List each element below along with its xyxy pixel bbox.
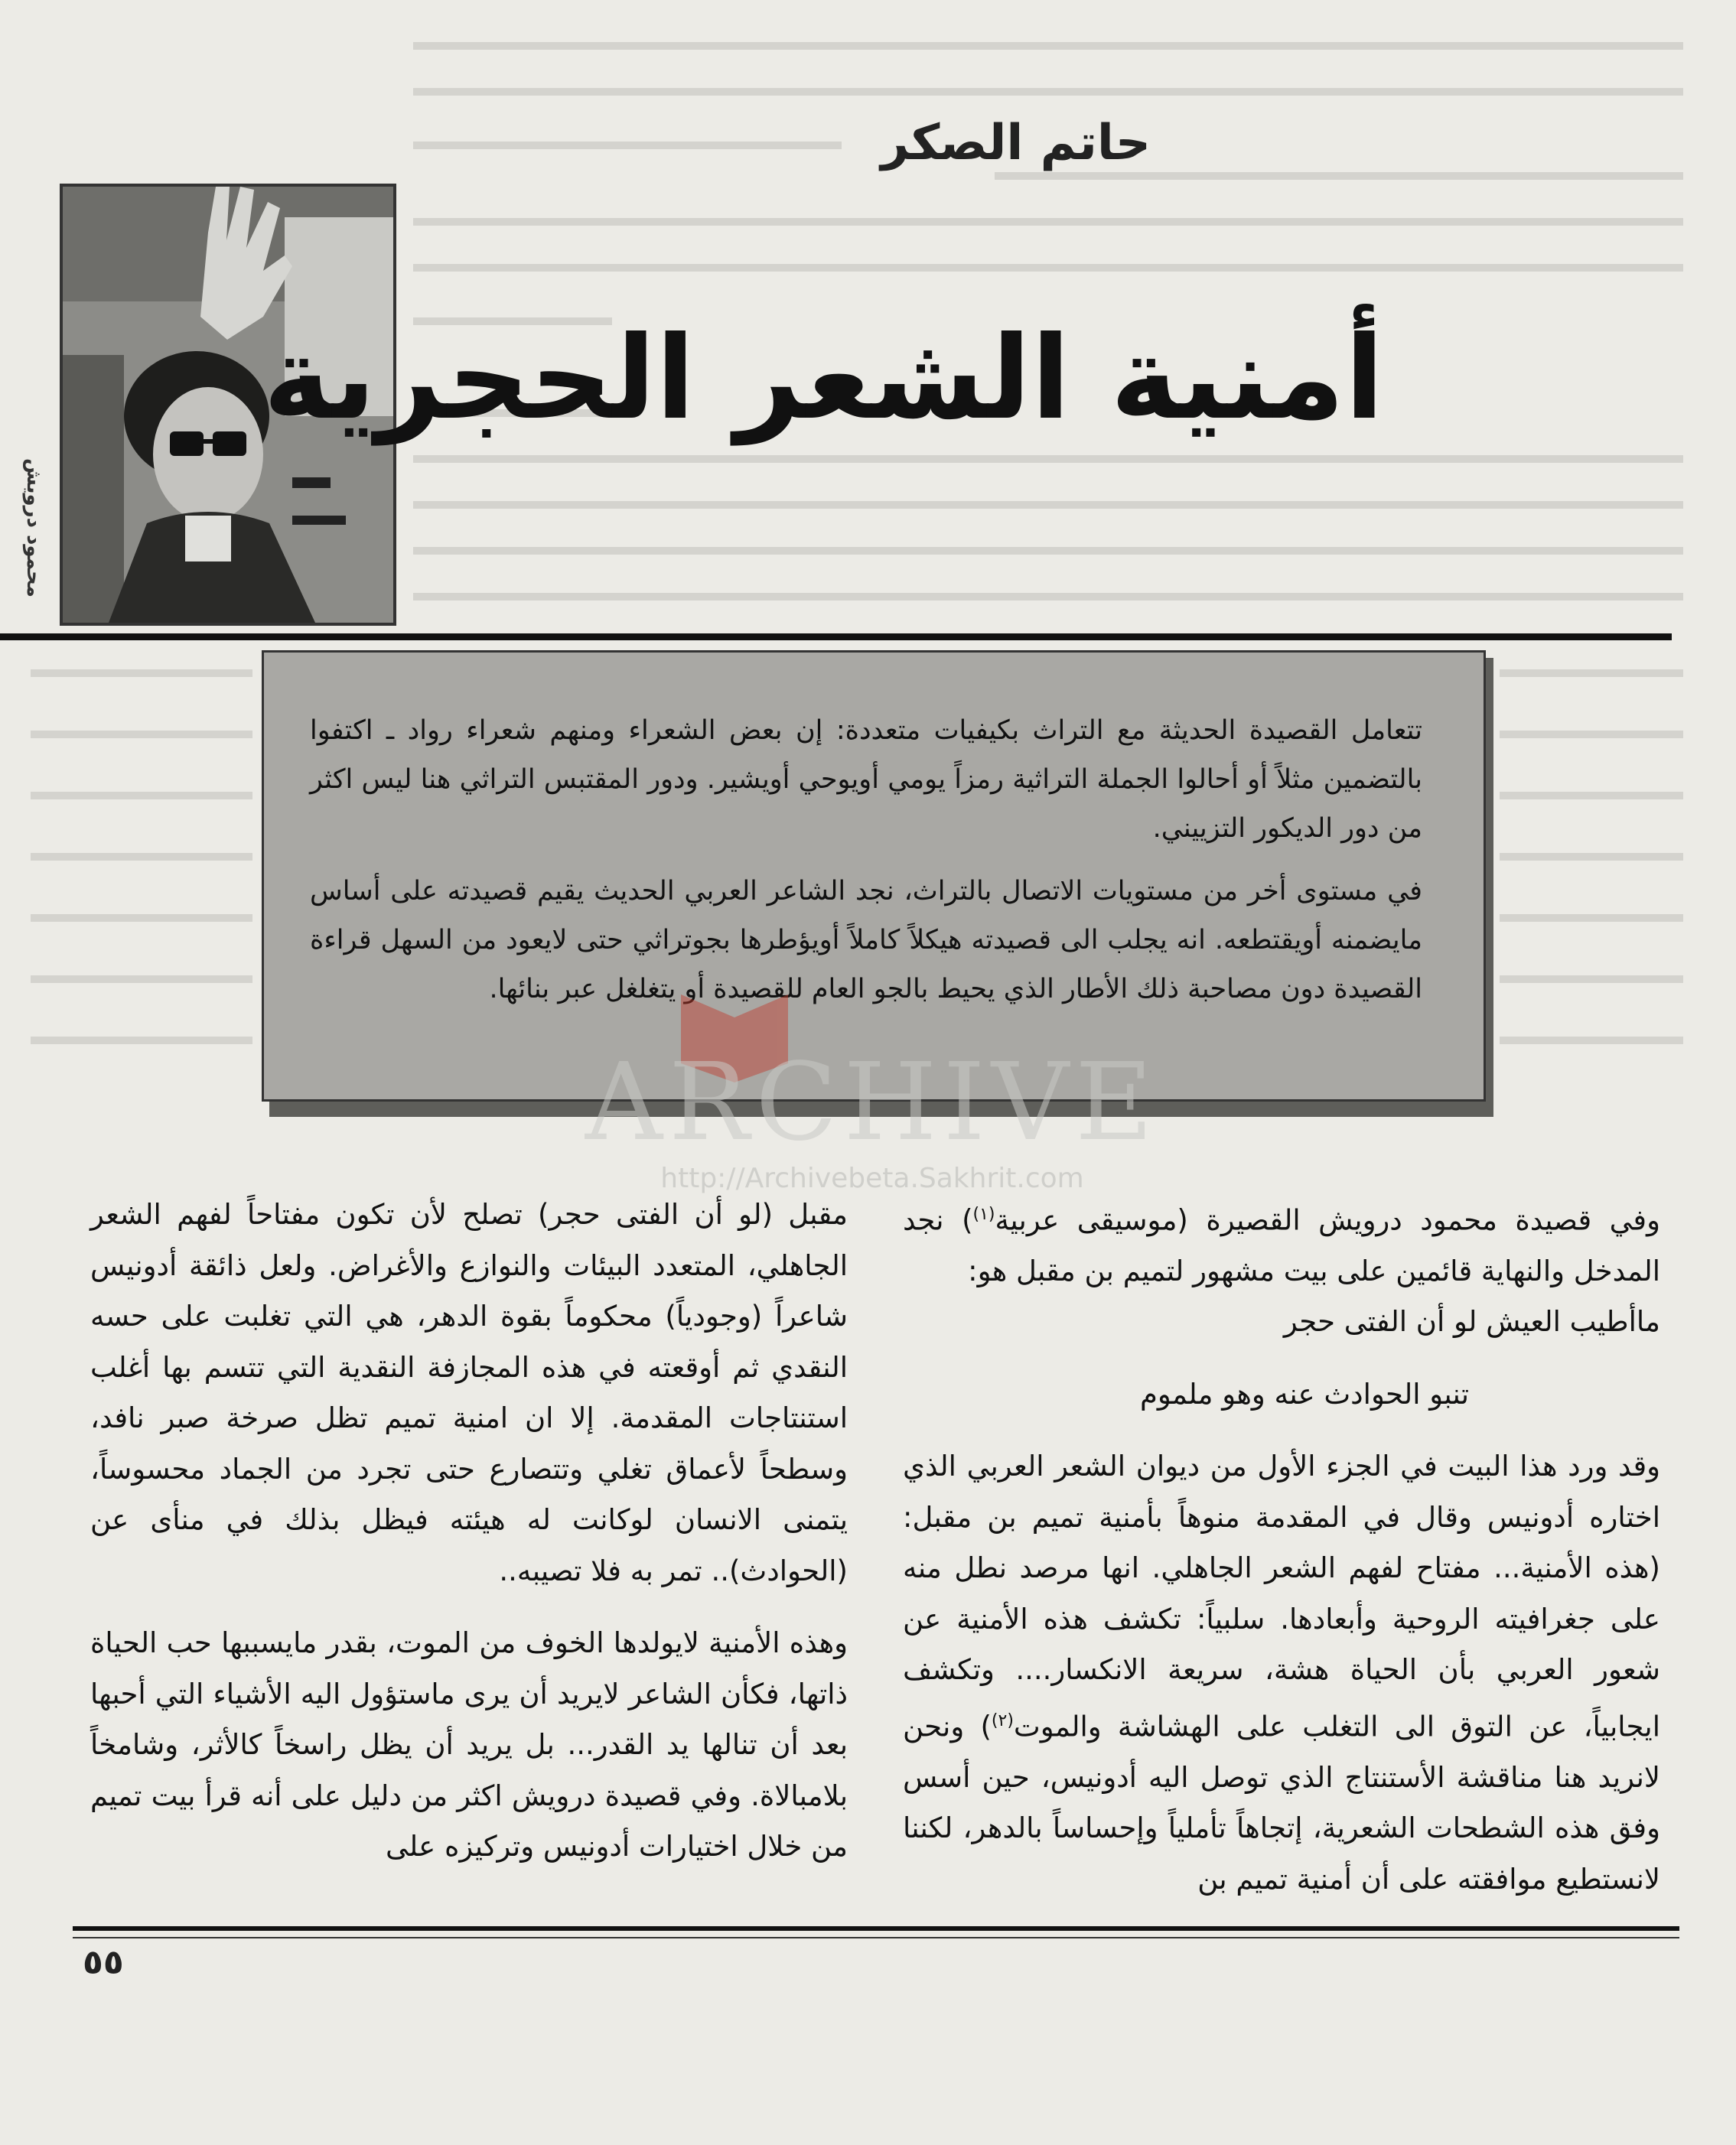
header-divider [0, 633, 1672, 640]
paragraph: وهذه الأمنية لايولدها الخوف من الموت، بقدر مايسببها حب الحياة ذاتها، فكأن الشاعر لايريد أن يرى ماستؤول اليه الأشياء التي أحبها بعد أن تنالها يد القدر... بل يريد أن يظل راسخاً كالأثر، وشامخاً بلامبالاة. وفي قصيدة درويش اكثر من دليل على أنه قرأ بيت تميم من خلال اختيارات أدونيس وتركيزه على [90, 1626, 848, 1863]
intro-box [262, 650, 1486, 1102]
footer-divider [73, 1926, 1679, 1931]
archive-watermark: ARCHIVE [585, 1040, 1160, 1165]
body-column-right [903, 1190, 1660, 1905]
intro-paragraph-2: في مستوى أخر من مستويات الاتصال بالتراث، نجد الشاعر العربي الحديث يقيم قصيدته على أساس مايضمنه أويقتطعه. انه يجلب الى قصيدته هيكلاً كاملاً أويؤطرها بجوتراثي حتى لايعود من السهل قراءة القصيدة دون مصاحبة ذلك الأطار الذي يحيط بالجو العام للقصيدة أو يتغلغل عبر بنائها. [310, 876, 1422, 1004]
footnote-ref: (١) [972, 1205, 995, 1224]
archive-url: http://Archivebeta.Sakhrit.com [660, 1163, 1084, 1194]
paragraph: وقد ورد هذا البيت في الجزء الأول من ديوان الشعر العربي الذي اختاره أدونيس وقال في المقدمة منوهاً بأمنية تميم بن مقبل: (هذه الأمنية... مفتاح لفهم الشعر الجاهلي. انها مرصد نطل منه على جغرافيته الروحية وأبعادها. سلبياً: تكشف هذه الأمنية عن شعور العربي بأن الحياة هشة، سريعة الانكسار.... وتكشف ايجابياً، عن التوق الى التغلب على الهشاشة والموت$^{(٢)}$) ونحن لانريد هنا مناقشة الأستنتاج الذي توصل اليه أدونيس، حين أسس وفق هذه الشطحات الشعرية، إتجاهاً تأملياً وإحساساً بالدهر، لكننا لانستطيع موافقته على أن أمنية تميم بن [903, 1450, 1661, 1896]
paragraph: مقبل (لو أن الفتى حجر) تصلح لأن تكون مفتاحاً لفهم الشعر الجاهلي، المتعدد البيئات والنوازع والأغراض. ولعل ذائقة أدونيس شاعراً (وجودياً) محكوماً بقوة الدهر، هي التي تغلبت على حسه النقدي ثم أوقعته في هذه المجازفة النقدية التي تتسم بها أغلب استنتاجات المقدمة. إلا ان امنية تميم تظل صرخة صبر نافد، وسطحاً لأعماق تغلي وتتصارع حتى تجرد من الجماد محسوساً، يتمنى الانسان لوكانت له هيئته فيظل بذلك في منأى عن (الحوادث).. تمر به فلا تصيبه.. [90, 1198, 848, 1587]
verse-line-2: تنبو الحوادث عنه وهو ملموم [1140, 1377, 1469, 1411]
verse-line-1: ماأطيب العيش لو أن الفتى حجر [1283, 1305, 1660, 1339]
body-column-left [90, 1190, 848, 1873]
footer-divider-thin [73, 1937, 1679, 1938]
page-number: ٥٥ [83, 1943, 124, 1982]
paragraph: وفي قصيدة محمود درويش القصيرة (موسيقى عربية$^{(١)}$) نجد المدخل والنهاية قائمين على بيت مشهور لتميم بن مقبل هو: [903, 1203, 1660, 1287]
author-name: حاتم الصكر [881, 115, 1151, 171]
article-title: أمنية الشعر الحجرية [262, 312, 1384, 445]
photo-caption: محمود درويش [22, 458, 45, 597]
intro-paragraph-1: تتعامل القصيدة الحديثة مع التراث بكيفيات متعددة: إن بعض الشعراء ومنهم شعراء رواد ـ اكتفوا بالتضمين مثلاً أو أحالوا الجملة التراثية رمزاً يومي أويوحي أويشير. ودور المقتبس التراثي هنا ليس اكثر من دور الديكور التزييني. [310, 715, 1422, 844]
footnote-ref: (٢) [991, 1710, 1014, 1730]
